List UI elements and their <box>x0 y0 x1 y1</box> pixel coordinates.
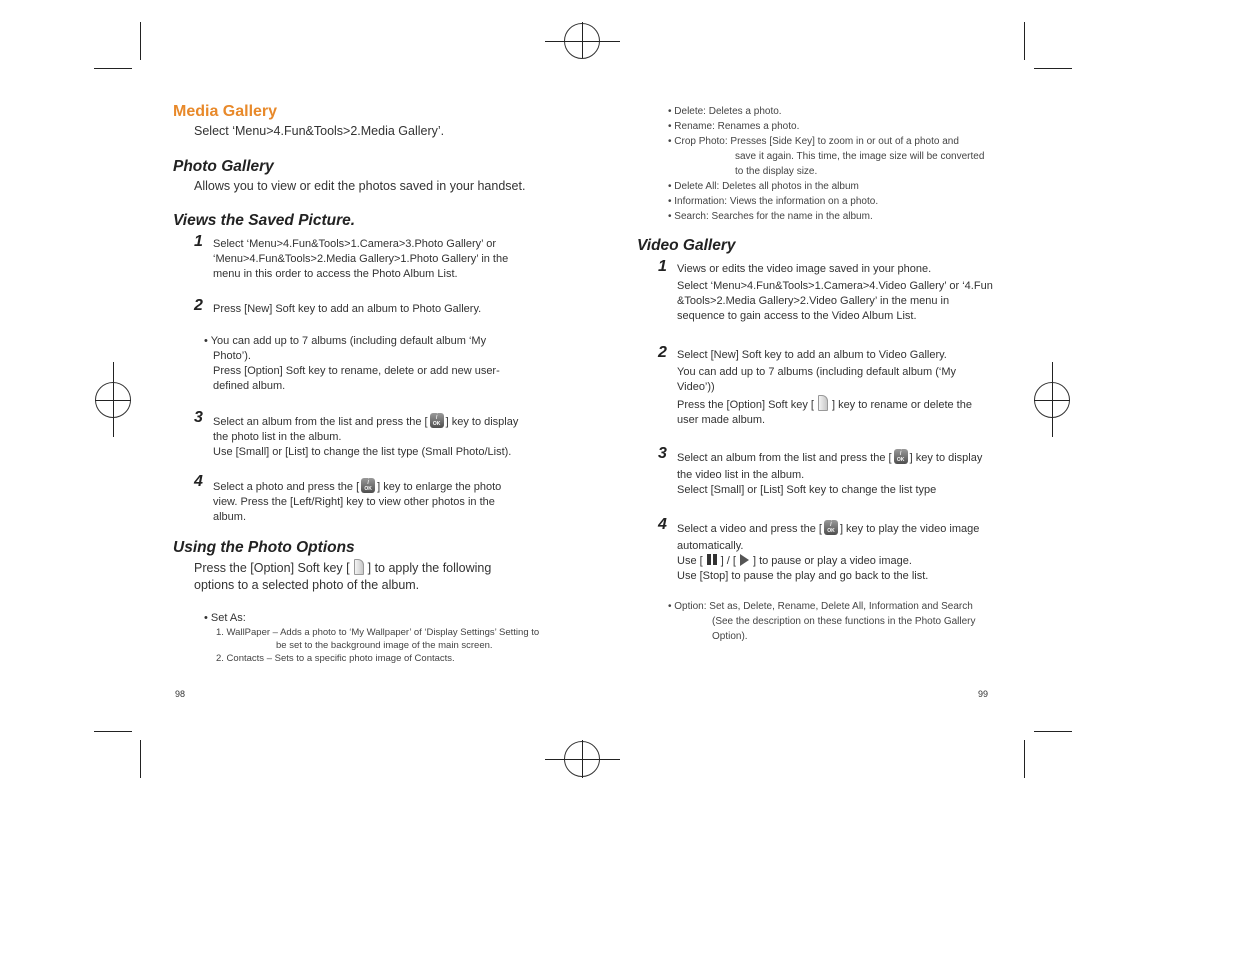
text-line: options to a selected photo of the album. <box>194 578 420 592</box>
text-fragment: Use [ <box>677 555 703 567</box>
text-line: Use [Stop] to pause the play and go back to the list. <box>677 570 929 582</box>
intro-text: Select ‘Menu>4.Fun&Tools>2.Media Gallery’. <box>194 124 445 138</box>
list-item: • Information: Views the information on a photo. <box>668 196 879 207</box>
text-line <box>213 478 501 495</box>
step-2-text: Press [New] Soft key to add an album to Photo Gallery. <box>213 303 482 315</box>
text-fragment: ] key to display <box>445 416 519 428</box>
text-line: Views or edits the video image saved in your phone. <box>677 263 932 275</box>
text-line <box>677 554 979 569</box>
text-line: menu in this order to access the Photo Album List. <box>213 268 458 280</box>
text-line: You can add up to 7 albums (including default album (‘My <box>677 366 957 378</box>
text-line: view. Press the [Left/Right] key to view other photos in the <box>213 496 495 508</box>
step-number: 2 <box>658 344 667 361</box>
registration-mark <box>582 740 583 778</box>
step-1-text <box>213 237 508 282</box>
photo-options-text <box>194 559 491 594</box>
crop-mark <box>1024 22 1025 60</box>
text-line: • Option: Set as, Delete, Rename, Delete All, Information and Search <box>668 601 973 612</box>
text-line <box>677 395 972 413</box>
set-as-label: • Set As: <box>204 612 246 624</box>
list-item: • Rename: Renames a photo. <box>668 121 800 132</box>
video-step-1-text <box>677 262 993 324</box>
text-line: Select ‘Menu>4.Fun&Tools>1.Camera>4.Video Gallery’ or ‘4.Fun <box>677 280 993 292</box>
registration-mark <box>1052 362 1053 437</box>
text-line: Select ‘Menu>4.Fun&Tools>1.Camera>3.Photo Gallery’ or <box>213 238 496 250</box>
text-line: &Tools>2.Media Gallery>2.Video Gallery’ in the menu in <box>677 295 950 307</box>
text-fragment: Select a photo and press the [ <box>213 481 360 493</box>
text-fragment: ] to pause or play a video image. <box>752 555 912 567</box>
list-item: • Crop Photo: Presses [Side Key] to zoom in or out of a photo and <box>668 136 959 147</box>
text-line: Press [Option] Soft key to rename, delete or add new user- <box>213 365 500 377</box>
ok-key-icon <box>361 478 375 493</box>
text-line: Video’)) <box>677 381 715 393</box>
text-line: ‘Menu>4.Fun&Tools>2.Media Gallery>1.Photo Gallery’ in the <box>213 253 509 265</box>
text-fragment: Select an album from the list and press the [ <box>677 452 892 464</box>
step-3-text <box>213 413 518 460</box>
crop-mark <box>140 22 141 60</box>
step-number: 1 <box>194 233 203 250</box>
list-item: save it again. This time, the image size will be converted <box>735 151 985 162</box>
video-step-2-text <box>677 348 972 428</box>
photo-gallery-desc: Allows you to view or edit the photos saved in your handset. <box>194 179 526 193</box>
page-title: Media Gallery <box>173 103 278 120</box>
step-number: 1 <box>658 258 667 275</box>
video-step-4-text <box>677 520 979 584</box>
text-line: Option). <box>712 631 748 642</box>
text-line <box>194 559 491 577</box>
text-line: Photo’). <box>213 350 251 362</box>
ok-key-icon <box>894 449 908 464</box>
text-fragment: ] key to rename or delete the <box>831 399 972 411</box>
step-number: 4 <box>194 473 203 490</box>
step-number: 3 <box>194 409 203 426</box>
text-line: • You can add up to 7 albums (including default album ‘My <box>204 335 487 347</box>
crop-mark <box>94 68 132 69</box>
option-softkey-icon <box>818 395 828 411</box>
step-number: 2 <box>194 297 203 314</box>
text-line: be set to the background image of the main screen. <box>276 640 493 651</box>
page-number: 99 <box>978 689 989 699</box>
list-item: to the display size. <box>735 166 818 177</box>
set-as-options <box>216 626 539 665</box>
crop-mark <box>1024 740 1025 778</box>
text-fragment: ] to apply the following <box>367 561 492 575</box>
text-line: the photo list in the album. <box>213 431 342 443</box>
text-line: user made album. <box>677 414 766 426</box>
photo-options-heading: Using the Photo Options <box>173 539 355 556</box>
registration-mark <box>582 22 583 58</box>
ok-key-icon <box>430 413 444 428</box>
text-fragment: ] / [ <box>720 555 736 567</box>
text-fragment: Select an album from the list and press the [ <box>213 416 428 428</box>
text-line: Use [Small] or [List] to change the list type (Small Photo/List). <box>213 446 512 458</box>
text-line: defined album. <box>213 380 286 392</box>
text-fragment: ] key to play the video image <box>839 523 980 535</box>
list-item: • Search: Searches for the name in the album. <box>668 211 873 222</box>
list-item: • Delete All: Deletes all photos in the album <box>668 181 859 192</box>
text-line <box>677 520 979 537</box>
step-4-text <box>213 478 501 525</box>
video-gallery-heading: Video Gallery <box>637 237 736 254</box>
text-fragment: ] key to enlarge the photo <box>377 481 502 493</box>
video-option-note <box>668 599 976 644</box>
registration-mark <box>113 362 114 437</box>
crop-mark <box>140 740 141 778</box>
text-line: sequence to gain access to the Video Album List. <box>677 310 917 322</box>
step-number: 3 <box>658 445 667 462</box>
views-heading: Views the Saved Picture. <box>173 212 356 229</box>
text-fragment: Press the [Option] Soft key [ <box>194 561 350 575</box>
video-step-3-text <box>677 449 982 498</box>
photo-gallery-heading: Photo Gallery <box>173 158 274 175</box>
text-line <box>213 413 518 430</box>
text-fragment: ] key to display <box>909 452 983 464</box>
text-line: (See the description on these functions in the Photo Gallery <box>712 616 976 627</box>
text-fragment: Press the [Option] Soft key [ <box>677 399 814 411</box>
step-number: 4 <box>658 516 667 533</box>
album-note <box>204 334 500 394</box>
page-number: 98 <box>175 689 186 699</box>
option-softkey-icon <box>354 559 364 575</box>
crop-mark <box>1034 731 1072 732</box>
text-line: 2. Contacts – Sets to a specific photo image of Contacts. <box>216 653 455 664</box>
crop-mark <box>1034 68 1072 69</box>
text-line: 1. WallPaper – Adds a photo to ‘My Wallpaper’ of ‘Display Settings’ Setting to <box>216 627 540 638</box>
photo-options-list <box>668 104 984 224</box>
text-line: the video list in the album. <box>677 469 805 481</box>
pause-icon <box>706 554 718 565</box>
text-line: Select [Small] or [List] Soft key to change the list type <box>677 484 937 496</box>
text-line: album. <box>213 511 247 523</box>
text-line: Select [New] Soft key to add an album to Video Gallery. <box>677 349 947 361</box>
text-line <box>677 449 982 466</box>
list-item: • Delete: Deletes a photo. <box>668 106 782 117</box>
text-line: automatically. <box>677 540 744 552</box>
text-fragment: Select a video and press the [ <box>677 523 822 535</box>
crop-mark <box>94 731 132 732</box>
ok-key-icon <box>824 520 838 535</box>
play-icon <box>740 554 749 566</box>
